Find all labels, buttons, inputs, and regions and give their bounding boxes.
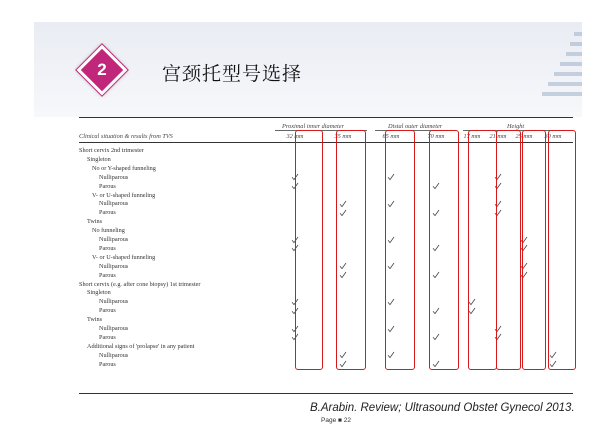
check-icon (339, 209, 347, 217)
check-icon (291, 182, 299, 190)
citation: B.Arabin. Review; Ultrasound Obstet Gynecol 2013. (310, 402, 575, 414)
check-icon (387, 173, 395, 181)
check-icon (291, 173, 299, 181)
group-header-height: Height (507, 123, 525, 130)
row-label: Twins (87, 218, 103, 226)
check-icon (432, 244, 440, 252)
check-icon (291, 333, 299, 341)
group-header-distal: Distal outer diameter (388, 123, 443, 130)
check-icon (432, 333, 440, 341)
table-top-rule (79, 117, 573, 118)
check-icon (468, 298, 476, 306)
check-icon (339, 271, 347, 279)
slide (34, 22, 582, 424)
check-icon (291, 236, 299, 244)
check-icon (291, 298, 299, 306)
col-head-32mm: 32 mm (286, 133, 304, 140)
row-label: No funneling (92, 227, 125, 235)
table-bottom-rule (79, 393, 573, 394)
check-icon (339, 200, 347, 208)
check-icon (494, 200, 502, 208)
check-icon (520, 244, 528, 252)
check-icon (549, 360, 557, 368)
row-label: V- or U-shaped funneling (92, 253, 156, 261)
check-icon (339, 360, 347, 368)
slide-number: 2 (97, 60, 107, 79)
check-icon (494, 325, 502, 333)
check-icon (432, 271, 440, 279)
row-label: Twins (87, 316, 103, 324)
row-label: Singleton (87, 155, 111, 163)
check-icon (387, 236, 395, 244)
row-label: Nulliparous (99, 200, 129, 208)
col-head-35mm: 35 mm (334, 133, 352, 140)
group-rule-distal (375, 130, 455, 131)
row-label: Parous (99, 244, 116, 252)
check-icon (387, 262, 395, 270)
check-icon (432, 360, 440, 368)
page-number: Page ■ 22 (321, 417, 351, 424)
row-label: Short cervix (e.g. after cone biopsy) 1st trimester (79, 280, 201, 288)
check-icon (432, 307, 440, 315)
check-icon (494, 333, 502, 341)
row-label: Singleton (87, 289, 111, 297)
row-label: Parous (99, 209, 116, 217)
group-rule-proximal (275, 130, 367, 131)
stairs-decoration-icon (512, 22, 582, 102)
row-label: Nulliparous (99, 236, 129, 243)
row-label: Nulliparous (99, 262, 129, 270)
row-label: Nulliparous (99, 298, 129, 306)
check-icon (494, 209, 502, 217)
check-icon (520, 236, 528, 244)
table-header-rule (79, 142, 573, 143)
row-label: Parous (99, 271, 116, 279)
check-icon (432, 209, 440, 217)
row-label: Short cervix 2nd trimester (79, 147, 144, 154)
check-icon (549, 351, 557, 359)
row-label: No or Y-shaped funneling (92, 164, 156, 172)
check-icon (387, 298, 395, 306)
check-icon (387, 325, 395, 333)
check-icon (387, 200, 395, 208)
col-head-65mm: 65 mm (382, 133, 400, 140)
check-icon (468, 307, 476, 315)
col-head-25mm: 25 mm (515, 133, 533, 140)
check-icon (291, 325, 299, 333)
row-label: Nulliparous (99, 325, 129, 332)
row-label: Nulliparous (99, 173, 129, 181)
row-label: Parous (99, 360, 116, 368)
group-rule-height (463, 130, 573, 131)
check-icon (520, 271, 528, 279)
row-label: Additional signs of 'prolapse' in any patient (87, 342, 195, 350)
check-icon (339, 262, 347, 270)
check-icon (387, 351, 395, 359)
slide-title: 宫颈托型号选择 (162, 63, 303, 85)
row-label: Nulliparous (99, 351, 129, 359)
row-label: Parous (99, 307, 116, 315)
col-head-17mm: 17 mm (463, 133, 481, 140)
col-head-21mm: 21 mm (489, 133, 507, 140)
check-icon (291, 244, 299, 252)
col-head-70mm: 70 mm (427, 133, 445, 140)
check-icon (291, 307, 299, 315)
pessary-size-table (79, 117, 573, 397)
group-header-proximal: Proximal inner diameter (282, 123, 345, 130)
check-icon (494, 182, 502, 190)
row-label: Parous (99, 182, 116, 190)
row-label: V- or U-shaped funneling (92, 191, 156, 199)
row-label: Parous (99, 333, 116, 341)
check-icon (432, 182, 440, 190)
check-icon (520, 262, 528, 270)
check-icon (339, 351, 347, 359)
check-icon (494, 173, 502, 181)
row-header: Clinical situation & results from TVS (79, 133, 173, 140)
col-head-30mm: 30 mm (544, 133, 562, 140)
